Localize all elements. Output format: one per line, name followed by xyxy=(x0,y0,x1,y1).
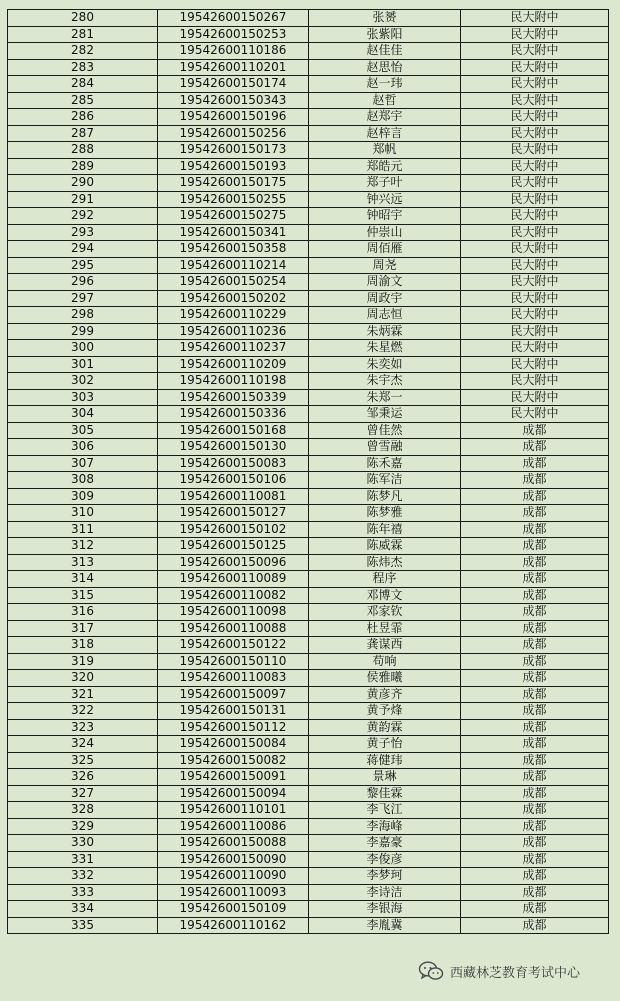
exam-id-cell: 19542600110090 xyxy=(158,868,309,885)
exam-id-cell: 19542600150110 xyxy=(158,653,309,670)
exam-id-cell: 19542600150168 xyxy=(158,422,309,439)
school-cell: 成都 xyxy=(461,719,609,736)
school-cell: 成都 xyxy=(461,851,609,868)
row-number-cell: 285 xyxy=(8,92,158,109)
table-row xyxy=(8,670,609,687)
student-name-cell: 朱星燃 xyxy=(309,340,461,357)
school-cell: 民大附中 xyxy=(461,10,609,27)
exam-id-cell: 19542600150343 xyxy=(158,92,309,109)
school-cell: 成都 xyxy=(461,670,609,687)
school-cell: 民大附中 xyxy=(461,43,609,60)
row-number-cell: 334 xyxy=(8,901,158,918)
exam-id-cell: 19542600110229 xyxy=(158,307,309,324)
row-number-cell: 296 xyxy=(8,274,158,291)
school-cell: 民大附中 xyxy=(461,158,609,175)
school-cell: 成都 xyxy=(461,818,609,835)
row-number-cell: 328 xyxy=(8,802,158,819)
row-number-cell: 309 xyxy=(8,488,158,505)
exam-id-cell: 19542600150196 xyxy=(158,109,309,126)
table-row xyxy=(8,653,609,670)
exam-id-cell: 19542600150131 xyxy=(158,703,309,720)
exam-id-cell: 19542600150091 xyxy=(158,769,309,786)
school-cell: 成都 xyxy=(461,488,609,505)
exam-id-cell: 19542600150193 xyxy=(158,158,309,175)
exam-id-cell: 19542600150130 xyxy=(158,439,309,456)
row-number-cell: 325 xyxy=(8,752,158,769)
exam-id-cell: 19542600150112 xyxy=(158,719,309,736)
student-name-cell: 郑皓元 xyxy=(309,158,461,175)
exam-id-cell: 19542600150096 xyxy=(158,554,309,571)
table-row xyxy=(8,109,609,126)
exam-id-cell: 19542600110214 xyxy=(158,257,309,274)
row-number-cell: 301 xyxy=(8,356,158,373)
school-cell: 民大附中 xyxy=(461,208,609,225)
exam-id-cell: 19542600150083 xyxy=(158,455,309,472)
table-row xyxy=(8,158,609,175)
school-cell: 民大附中 xyxy=(461,92,609,109)
student-name-cell: 苟响 xyxy=(309,653,461,670)
table-row xyxy=(8,59,609,76)
school-cell: 成都 xyxy=(461,439,609,456)
row-number-cell: 303 xyxy=(8,389,158,406)
exam-id-cell: 19542600110186 xyxy=(158,43,309,60)
row-number-cell: 323 xyxy=(8,719,158,736)
row-number-cell: 317 xyxy=(8,620,158,637)
row-number-cell: 312 xyxy=(8,538,158,555)
student-name-cell: 李银海 xyxy=(309,901,461,918)
row-number-cell: 289 xyxy=(8,158,158,175)
table-row xyxy=(8,686,609,703)
student-name-cell: 朱郑一 xyxy=(309,389,461,406)
watermark-text: 西藏林芝教育考试中心 xyxy=(450,965,581,981)
school-cell: 成都 xyxy=(461,901,609,918)
table-row xyxy=(8,835,609,852)
table-row xyxy=(8,406,609,423)
table-row xyxy=(8,323,609,340)
row-number-cell: 286 xyxy=(8,109,158,126)
table-row xyxy=(8,224,609,241)
school-cell: 民大附中 xyxy=(461,109,609,126)
table-row xyxy=(8,571,609,588)
exam-id-cell: 19542600150336 xyxy=(158,406,309,423)
school-cell: 民大附中 xyxy=(461,373,609,390)
school-cell: 成都 xyxy=(461,554,609,571)
school-cell: 成都 xyxy=(461,521,609,538)
exam-id-cell: 19542600150127 xyxy=(158,505,309,522)
student-name-cell: 赵佳佳 xyxy=(309,43,461,60)
row-number-cell: 327 xyxy=(8,785,158,802)
table-row xyxy=(8,917,609,934)
student-name-cell: 曾佳然 xyxy=(309,422,461,439)
exam-id-cell: 19542600150173 xyxy=(158,142,309,159)
table-row xyxy=(8,818,609,835)
table-row xyxy=(8,241,609,258)
exam-id-cell: 19542600110236 xyxy=(158,323,309,340)
table-row xyxy=(8,472,609,489)
row-number-cell: 281 xyxy=(8,26,158,43)
row-number-cell: 291 xyxy=(8,191,158,208)
row-number-cell: 302 xyxy=(8,373,158,390)
student-name-cell: 邹秉运 xyxy=(309,406,461,423)
table-row xyxy=(8,538,609,555)
school-cell: 成都 xyxy=(461,637,609,654)
table-row xyxy=(8,488,609,505)
school-cell: 成都 xyxy=(461,835,609,852)
student-name-cell: 李飞江 xyxy=(309,802,461,819)
row-number-cell: 330 xyxy=(8,835,158,852)
school-cell: 成都 xyxy=(461,917,609,934)
student-name-cell: 李海峰 xyxy=(309,818,461,835)
exam-id-cell: 19542600150090 xyxy=(158,851,309,868)
student-name-cell: 陈禾嘉 xyxy=(309,455,461,472)
table-row xyxy=(8,802,609,819)
row-number-cell: 298 xyxy=(8,307,158,324)
exam-id-cell: 19542600110081 xyxy=(158,488,309,505)
school-cell: 民大附中 xyxy=(461,356,609,373)
table-row xyxy=(8,884,609,901)
table-row xyxy=(8,736,609,753)
table-row xyxy=(8,604,609,621)
exam-id-cell: 19542600110198 xyxy=(158,373,309,390)
exam-id-cell: 19542600110209 xyxy=(158,356,309,373)
student-name-cell: 黎佳霖 xyxy=(309,785,461,802)
school-cell: 成都 xyxy=(461,538,609,555)
row-number-cell: 307 xyxy=(8,455,158,472)
row-number-cell: 297 xyxy=(8,290,158,307)
student-name-cell: 赵郑宇 xyxy=(309,109,461,126)
exam-id-cell: 19542600150097 xyxy=(158,686,309,703)
exam-id-cell: 19542600110088 xyxy=(158,620,309,637)
exam-id-cell: 19542600150255 xyxy=(158,191,309,208)
student-name-cell: 朱宇杰 xyxy=(309,373,461,390)
student-name-cell: 李胤冀 xyxy=(309,917,461,934)
exam-id-cell: 19542600150174 xyxy=(158,76,309,93)
exam-id-cell: 19542600150267 xyxy=(158,10,309,27)
student-name-cell: 蒋健玮 xyxy=(309,752,461,769)
row-number-cell: 311 xyxy=(8,521,158,538)
school-cell: 民大附中 xyxy=(461,406,609,423)
school-cell: 民大附中 xyxy=(461,389,609,406)
student-name-cell: 黄韵霖 xyxy=(309,719,461,736)
student-name-cell: 周渝文 xyxy=(309,274,461,291)
table-row xyxy=(8,637,609,654)
school-cell: 民大附中 xyxy=(461,59,609,76)
row-number-cell: 287 xyxy=(8,125,158,142)
student-name-cell: 周尧 xyxy=(309,257,461,274)
school-cell: 成都 xyxy=(461,620,609,637)
student-name-cell: 陈年禧 xyxy=(309,521,461,538)
table-row xyxy=(8,142,609,159)
table-row xyxy=(8,43,609,60)
exam-id-cell: 19542600110083 xyxy=(158,670,309,687)
exam-id-cell: 19542600150125 xyxy=(158,538,309,555)
row-number-cell: 295 xyxy=(8,257,158,274)
table-row xyxy=(8,76,609,93)
row-number-cell: 318 xyxy=(8,637,158,654)
row-number-cell: 304 xyxy=(8,406,158,423)
table-row xyxy=(8,208,609,225)
row-number-cell: 314 xyxy=(8,571,158,588)
school-cell: 成都 xyxy=(461,686,609,703)
row-number-cell: 313 xyxy=(8,554,158,571)
student-name-cell: 陈炜杰 xyxy=(309,554,461,571)
table-row xyxy=(8,587,609,604)
exam-id-cell: 19542600150253 xyxy=(158,26,309,43)
row-number-cell: 288 xyxy=(8,142,158,159)
table-row xyxy=(8,290,609,307)
school-cell: 成都 xyxy=(461,472,609,489)
student-name-cell: 周政宇 xyxy=(309,290,461,307)
student-name-cell: 张紫阳 xyxy=(309,26,461,43)
school-cell: 民大附中 xyxy=(461,191,609,208)
row-number-cell: 292 xyxy=(8,208,158,225)
exam-id-cell: 19542600110086 xyxy=(158,818,309,835)
table-row xyxy=(8,422,609,439)
wechat-icon xyxy=(418,961,444,981)
school-cell: 成都 xyxy=(461,703,609,720)
row-number-cell: 329 xyxy=(8,818,158,835)
school-cell: 民大附中 xyxy=(461,142,609,159)
table-row xyxy=(8,10,609,27)
table-row xyxy=(8,703,609,720)
exam-id-cell: 19542600110082 xyxy=(158,587,309,604)
student-name-cell: 邓家钦 xyxy=(309,604,461,621)
school-cell: 成都 xyxy=(461,802,609,819)
table-row xyxy=(8,92,609,109)
exam-id-cell: 19542600150254 xyxy=(158,274,309,291)
table-row xyxy=(8,521,609,538)
student-name-cell: 陈威霖 xyxy=(309,538,461,555)
page-top-strip xyxy=(0,0,620,8)
student-name-cell: 朱炳霖 xyxy=(309,323,461,340)
student-name-cell: 周志恒 xyxy=(309,307,461,324)
row-number-cell: 305 xyxy=(8,422,158,439)
table-row xyxy=(8,356,609,373)
table-row xyxy=(8,785,609,802)
table-row xyxy=(8,868,609,885)
school-cell: 民大附中 xyxy=(461,76,609,93)
student-name-cell: 程序 xyxy=(309,571,461,588)
exam-id-cell: 19542600150256 xyxy=(158,125,309,142)
exam-id-cell: 19542600150275 xyxy=(158,208,309,225)
row-number-cell: 316 xyxy=(8,604,158,621)
table-row xyxy=(8,125,609,142)
watermark xyxy=(418,961,580,981)
row-number-cell: 293 xyxy=(8,224,158,241)
student-name-cell: 李梦珂 xyxy=(309,868,461,885)
student-name-cell: 侯雅曦 xyxy=(309,670,461,687)
exam-id-cell: 19542600110201 xyxy=(158,59,309,76)
row-number-cell: 332 xyxy=(8,868,158,885)
school-cell: 成都 xyxy=(461,604,609,621)
student-name-cell: 黄彦齐 xyxy=(309,686,461,703)
row-number-cell: 324 xyxy=(8,736,158,753)
school-cell: 民大附中 xyxy=(461,323,609,340)
table-row xyxy=(8,175,609,192)
school-cell: 成都 xyxy=(461,769,609,786)
school-cell: 成都 xyxy=(461,505,609,522)
table-row xyxy=(8,769,609,786)
school-cell: 民大附中 xyxy=(461,257,609,274)
student-name-cell: 曾雪融 xyxy=(309,439,461,456)
school-cell: 成都 xyxy=(461,455,609,472)
student-roster-table xyxy=(7,9,609,934)
exam-id-cell: 19542600150341 xyxy=(158,224,309,241)
student-name-cell: 景琳 xyxy=(309,769,461,786)
school-cell: 民大附中 xyxy=(461,26,609,43)
student-name-cell: 杜昱霏 xyxy=(309,620,461,637)
school-cell: 民大附中 xyxy=(461,290,609,307)
row-number-cell: 331 xyxy=(8,851,158,868)
row-number-cell: 326 xyxy=(8,769,158,786)
row-number-cell: 333 xyxy=(8,884,158,901)
student-name-cell: 张赟 xyxy=(309,10,461,27)
row-number-cell: 282 xyxy=(8,43,158,60)
student-name-cell: 陈军洁 xyxy=(309,472,461,489)
exam-id-cell: 19542600110162 xyxy=(158,917,309,934)
student-name-cell: 李嘉豪 xyxy=(309,835,461,852)
row-number-cell: 300 xyxy=(8,340,158,357)
school-cell: 成都 xyxy=(461,785,609,802)
table-row xyxy=(8,26,609,43)
student-name-cell: 龚谋西 xyxy=(309,637,461,654)
student-name-cell: 赵思怡 xyxy=(309,59,461,76)
student-name-cell: 赵一玮 xyxy=(309,76,461,93)
exam-id-cell: 19542600150175 xyxy=(158,175,309,192)
table-row xyxy=(8,191,609,208)
row-number-cell: 280 xyxy=(8,10,158,27)
row-number-cell: 306 xyxy=(8,439,158,456)
table-row xyxy=(8,851,609,868)
table-row xyxy=(8,901,609,918)
exam-id-cell: 19542600150339 xyxy=(158,389,309,406)
school-cell: 成都 xyxy=(461,736,609,753)
school-cell: 成都 xyxy=(461,422,609,439)
exam-id-cell: 19542600150094 xyxy=(158,785,309,802)
student-name-cell: 陈梦雅 xyxy=(309,505,461,522)
row-number-cell: 335 xyxy=(8,917,158,934)
school-cell: 成都 xyxy=(461,868,609,885)
exam-id-cell: 19542600150109 xyxy=(158,901,309,918)
school-cell: 民大附中 xyxy=(461,241,609,258)
table-row xyxy=(8,620,609,637)
school-cell: 民大附中 xyxy=(461,274,609,291)
row-number-cell: 310 xyxy=(8,505,158,522)
student-name-cell: 周佰雁 xyxy=(309,241,461,258)
student-name-cell: 钟昭宇 xyxy=(309,208,461,225)
exam-id-cell: 19542600150358 xyxy=(158,241,309,258)
school-cell: 成都 xyxy=(461,752,609,769)
school-cell: 民大附中 xyxy=(461,125,609,142)
row-number-cell: 322 xyxy=(8,703,158,720)
student-name-cell: 李俊彦 xyxy=(309,851,461,868)
row-number-cell: 299 xyxy=(8,323,158,340)
exam-id-cell: 19542600110101 xyxy=(158,802,309,819)
exam-id-cell: 19542600150084 xyxy=(158,736,309,753)
school-cell: 成都 xyxy=(461,884,609,901)
row-number-cell: 283 xyxy=(8,59,158,76)
school-cell: 成都 xyxy=(461,653,609,670)
school-cell: 民大附中 xyxy=(461,307,609,324)
table-row xyxy=(8,373,609,390)
student-name-cell: 黄子怡 xyxy=(309,736,461,753)
row-number-cell: 294 xyxy=(8,241,158,258)
table-row xyxy=(8,554,609,571)
table-row xyxy=(8,307,609,324)
row-number-cell: 319 xyxy=(8,653,158,670)
exam-id-cell: 19542600110098 xyxy=(158,604,309,621)
table-row xyxy=(8,719,609,736)
student-name-cell: 仲崇山 xyxy=(309,224,461,241)
school-cell: 成都 xyxy=(461,587,609,604)
table-row xyxy=(8,505,609,522)
student-name-cell: 赵梓言 xyxy=(309,125,461,142)
exam-id-cell: 19542600150102 xyxy=(158,521,309,538)
student-name-cell: 邓博文 xyxy=(309,587,461,604)
table-row xyxy=(8,389,609,406)
table-row xyxy=(8,274,609,291)
row-number-cell: 284 xyxy=(8,76,158,93)
student-name-cell: 郑子叶 xyxy=(309,175,461,192)
exam-id-cell: 19542600150082 xyxy=(158,752,309,769)
row-number-cell: 321 xyxy=(8,686,158,703)
table-row xyxy=(8,257,609,274)
table-row xyxy=(8,752,609,769)
school-cell: 民大附中 xyxy=(461,175,609,192)
table-row xyxy=(8,340,609,357)
exam-id-cell: 19542600150122 xyxy=(158,637,309,654)
student-name-cell: 朱奕如 xyxy=(309,356,461,373)
row-number-cell: 308 xyxy=(8,472,158,489)
exam-id-cell: 19542600110089 xyxy=(158,571,309,588)
school-cell: 民大附中 xyxy=(461,340,609,357)
table-row xyxy=(8,439,609,456)
student-name-cell: 陈梦凡 xyxy=(309,488,461,505)
exam-id-cell: 19542600150202 xyxy=(158,290,309,307)
row-number-cell: 290 xyxy=(8,175,158,192)
student-name-cell: 赵哲 xyxy=(309,92,461,109)
exam-id-cell: 19542600110237 xyxy=(158,340,309,357)
student-name-cell: 李诗洁 xyxy=(309,884,461,901)
row-number-cell: 320 xyxy=(8,670,158,687)
student-name-cell: 黄予烽 xyxy=(309,703,461,720)
school-cell: 民大附中 xyxy=(461,224,609,241)
exam-id-cell: 19542600150106 xyxy=(158,472,309,489)
exam-id-cell: 19542600150088 xyxy=(158,835,309,852)
school-cell: 成都 xyxy=(461,571,609,588)
student-name-cell: 郑帆 xyxy=(309,142,461,159)
roster-body xyxy=(8,10,609,934)
exam-id-cell: 19542600110093 xyxy=(158,884,309,901)
table-row xyxy=(8,455,609,472)
student-name-cell: 钟兴远 xyxy=(309,191,461,208)
row-number-cell: 315 xyxy=(8,587,158,604)
